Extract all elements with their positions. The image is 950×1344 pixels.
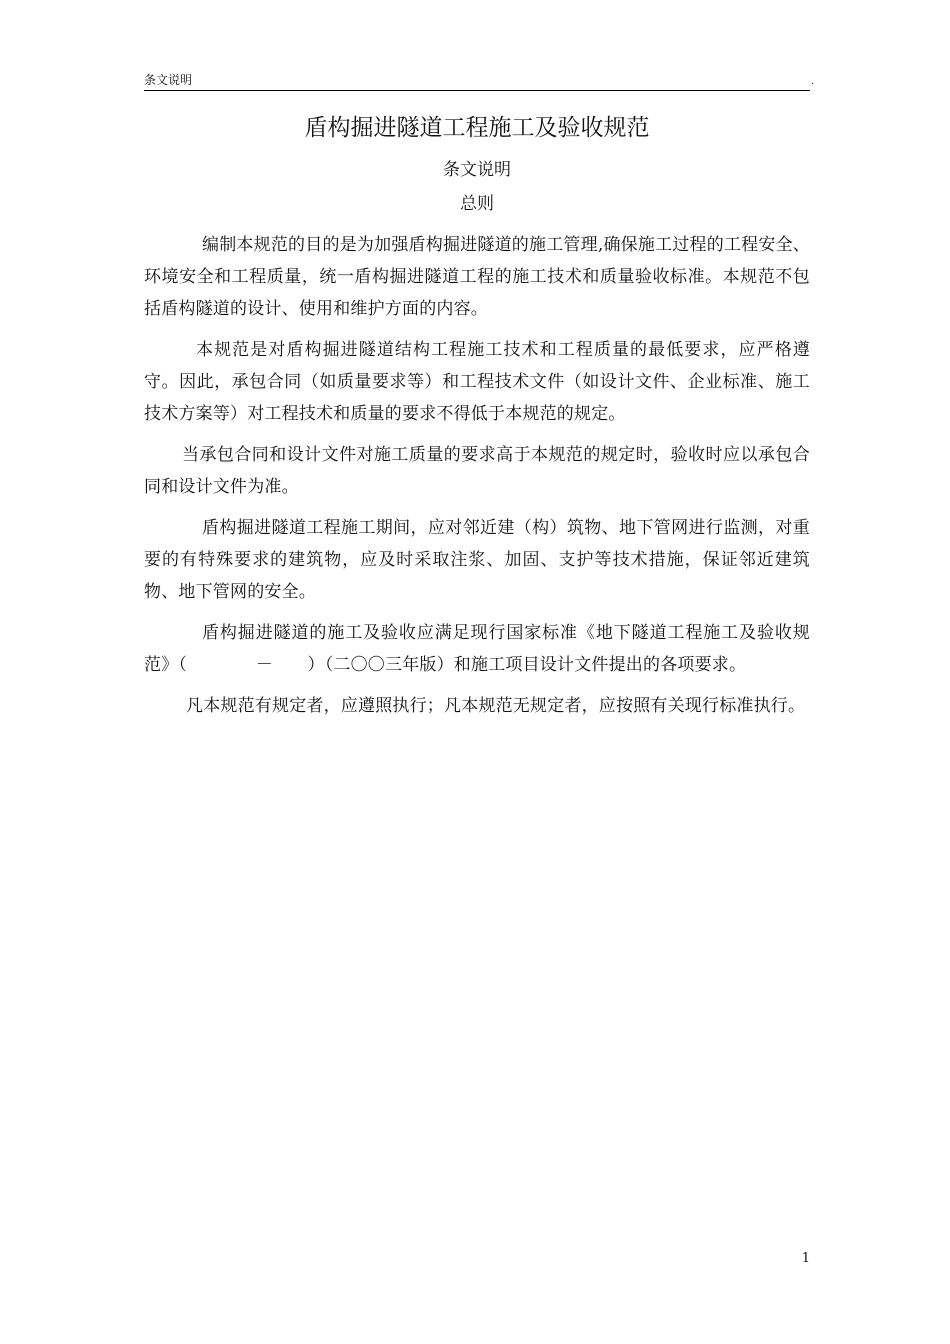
paragraph-monitoring: 盾构掘进隧道工程施工期间，应对邻近建（构）筑物、地下管网进行监测，对重要的有特殊要求的建筑物，应及时采取注浆、加固、支护等技术措施，保证邻近建筑物、地下管网的安全。: [144, 518, 810, 602]
paragraph-contract-precedence: 当承包合同和设计文件对施工质量的要求高于本规范的规定时，验收时应以承包合同和设计文件为准。: [144, 445, 810, 497]
paragraph-purpose: 编制本规范的目的是为加强盾构掘进隧道的施工管理,确保施工过程的工程安全、环境安全和工程质量，统一盾构掘进隧道工程的施工技术和质量验收标准。本规范不包括盾构隧道的设计、使用和维护方面的内容。: [144, 235, 810, 319]
page-number: 1: [801, 1251, 810, 1266]
paragraph-national-standard: 盾构掘进隧道的施工及验收应满足现行国家标准《地下隧道工程施工及验收规范》（ － ）（二〇〇三年版）和施工项目设计文件提出的各项要求。: [144, 623, 810, 675]
page-header: [144, 72, 814, 91]
paragraph-minimum-requirements: 本规范是对盾构掘进隧道结构工程施工技术和工程质量的最低要求，应严格遵守。因此，承包合同（如质量要求等）和工程技术文件（如设计文件、企业标准、施工技术方案等）对工程技术和质量的要求不得低于本规范的规定。: [144, 340, 810, 424]
document-subtitle: 条文说明: [443, 160, 511, 180]
section-heading: 总则: [460, 194, 494, 214]
document-title: 盾构掘进隧道工程施工及验收规范: [304, 115, 650, 141]
running-header-title: 条文说明: [144, 73, 193, 87]
paragraph-other-standards: 凡本规范有规定者，应遵照执行；凡本规范无规定者，应按照有关现行标准执行。: [186, 696, 806, 716]
header-edge-mark: .: [811, 77, 814, 87]
body-text: [144, 229, 810, 731]
